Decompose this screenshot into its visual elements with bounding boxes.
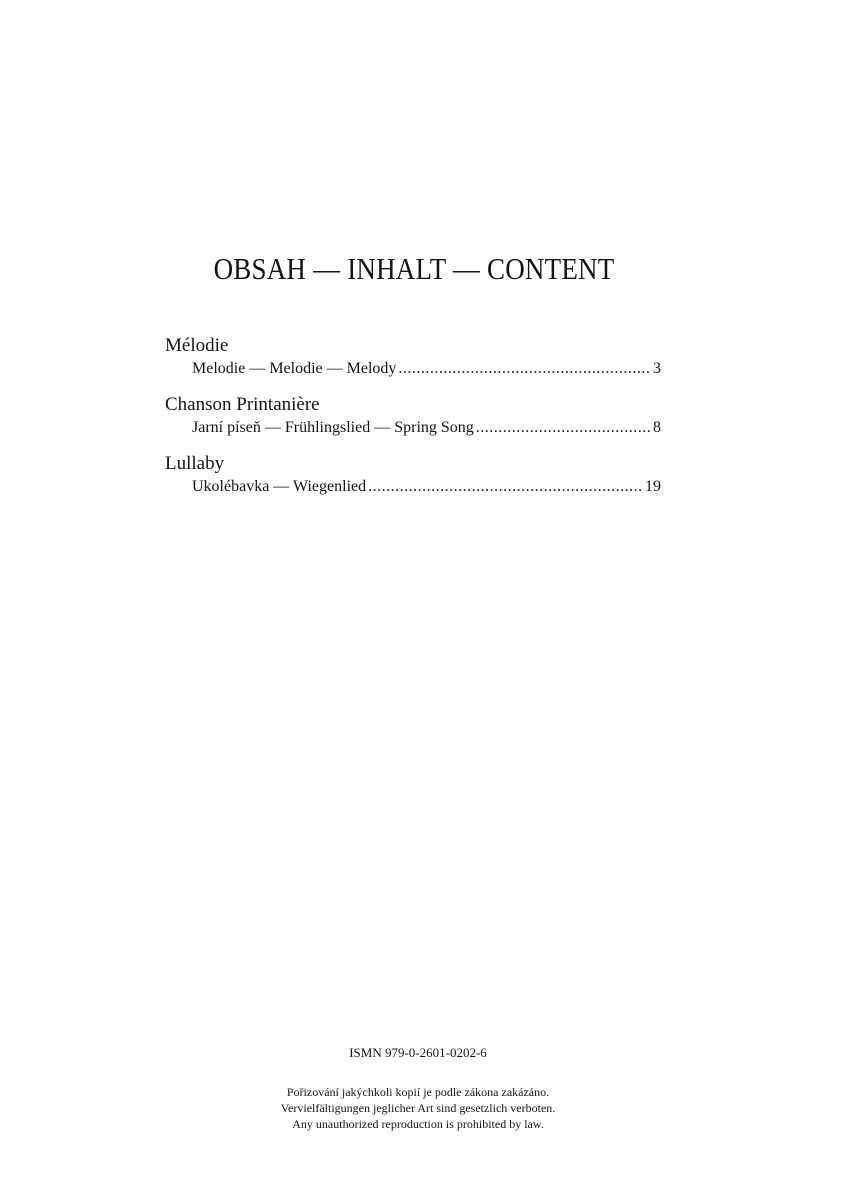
- dot-leader: [368, 476, 643, 498]
- toc-entry-line[interactable]: [192, 417, 661, 439]
- toc-entry-line[interactable]: [192, 358, 661, 380]
- toc-entry-subtitle: Ukolébavka — Wiegenlied: [192, 478, 367, 495]
- page-title: OBSAH — INHALT — CONTENT: [213, 252, 615, 286]
- toc-page-number: 19: [645, 478, 661, 495]
- toc-page-number: 8: [653, 419, 661, 436]
- toc-entry: [165, 393, 675, 439]
- toc-entry-subtitle: Jarní píseň — Frühlingslied — Spring Song: [192, 419, 474, 436]
- copyright-notice-english: Any unauthorized reproduction is prohibited by law.: [292, 1117, 544, 1131]
- toc-entry-heading: Chanson Printanière: [165, 394, 320, 415]
- dot-leader: [476, 417, 651, 439]
- toc-entry-heading: Lullaby: [165, 453, 225, 474]
- dot-leader: [398, 358, 651, 380]
- copyright-notice-czech: Pořizování jakýchkoli kopií je podle zákona zakázáno.: [286, 1085, 550, 1099]
- table-of-contents: [165, 334, 675, 511]
- ismn-number: ISMN 979-0-2601-0202-6: [349, 1045, 487, 1060]
- toc-entry: [165, 452, 675, 498]
- toc-entry-subtitle: Melodie — Melodie — Melody: [192, 360, 397, 377]
- toc-entry-line[interactable]: [192, 476, 661, 498]
- copyright-notice-german: Vervielfältigungen jeglicher Art sind gesetzlich verboten.: [280, 1101, 556, 1115]
- toc-entry-heading: Mélodie: [165, 335, 229, 356]
- toc-page-number: 3: [653, 360, 661, 377]
- copyright-notice: [0, 1084, 836, 1132]
- toc-entry: [165, 334, 675, 380]
